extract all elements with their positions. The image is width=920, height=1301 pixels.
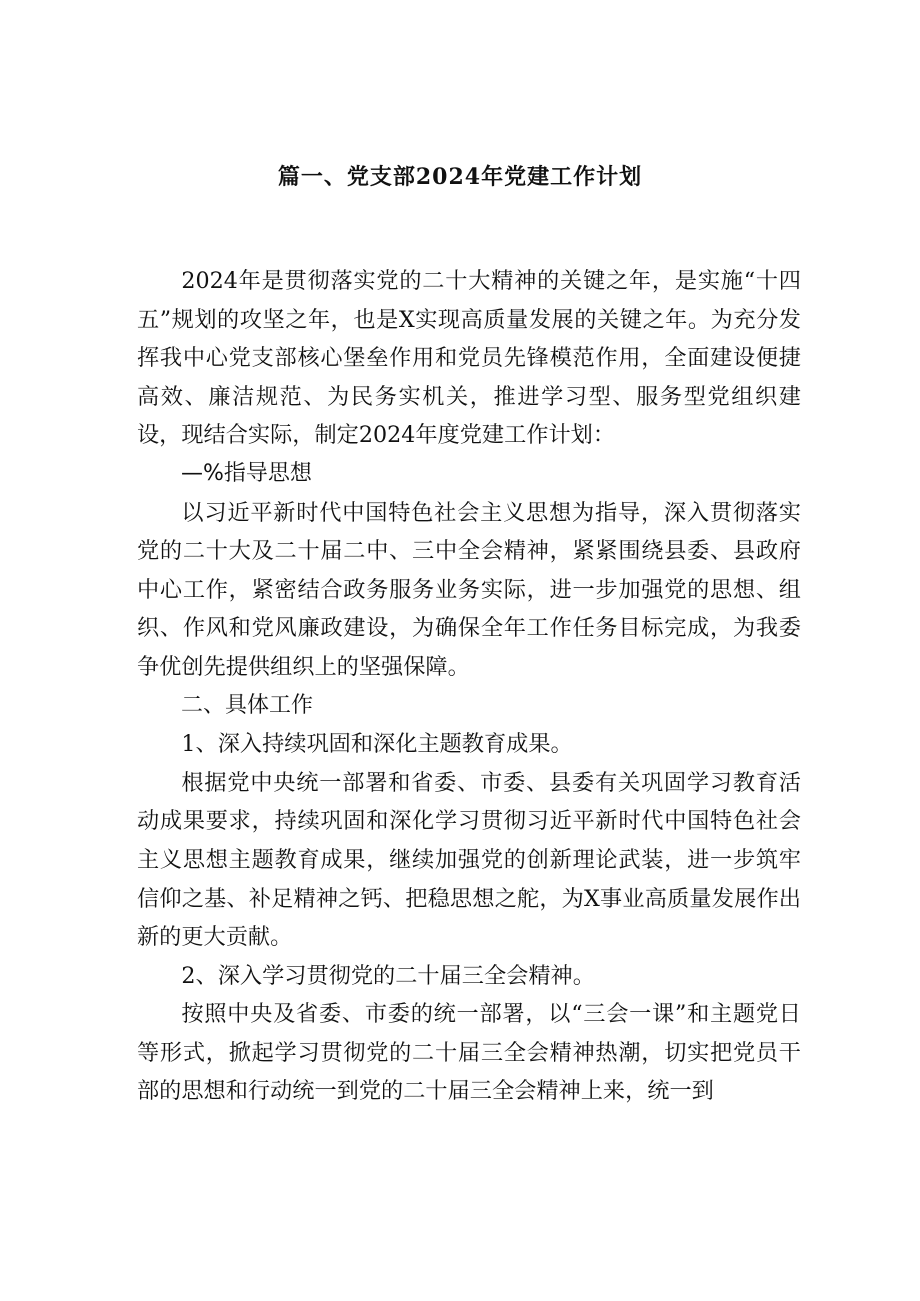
guiding-ideology-paragraph: 以习近平新时代中国特色社会主义思想为指导，深入贯彻落实党的二十大及二十届二中、三中全会精神，紧紧围绕县委、县政府中心工作，紧密结合政务服务业务实际，进一步加强党的思想、组织、作风和党风廉政建设，为确保全年工作任务目标完成，为我委争优创先提供组织上的坚强保障。 bbox=[137, 499, 801, 680]
document-body bbox=[137, 262, 801, 1111]
intro-paragraph: 2024年是贯彻落实党的二十大精神的关键之年，是实施“十四五”规划的攻坚之年，也是X实现高质量发展的关键之年。为充分发挥我中心党支部核心堡垒作用和党员先锋模范作用，全面建设便捷高效、廉洁规范、为民务实机关，推进学习型、服务型党组织建设，现结合实际，制定2024年度党建工作计划： bbox=[137, 268, 801, 449]
item-2-paragraph: 按照中央及省委、市委的统一部署，以“三会一课”和主题党日等形式，掀起学习贯彻党的二十届三全会精神热潮，切实把党员干部的思想和行动统一到党的二十届三全会精神上来，统一到 bbox=[137, 1001, 801, 1105]
item-1-paragraph: 根据党中央统一部署和省委、市委、县委有关巩固学习教育活动成果要求，持续巩固和深化学习贯彻习近平新时代中国特色社会主义思想主题教育成果，继续加强党的创新理论武装，进一步筑牢信仰之基、补足精神之钙、把稳思想之舵，为X事业高质量发展作出新的更大贡献。 bbox=[137, 769, 801, 951]
section-heading-specific-work: 二、具体工作 bbox=[181, 692, 314, 718]
item-2-title: 2、深入学习贯彻党的二十届三全会精神。 bbox=[181, 962, 595, 989]
item-1-title: 1、深入持续巩固和深化主题教育成果。 bbox=[181, 731, 573, 758]
section-heading-guiding-ideology: —%指导思想 bbox=[181, 460, 312, 486]
document-title: 篇一、党支部2024年党建工作计划 bbox=[277, 164, 643, 190]
